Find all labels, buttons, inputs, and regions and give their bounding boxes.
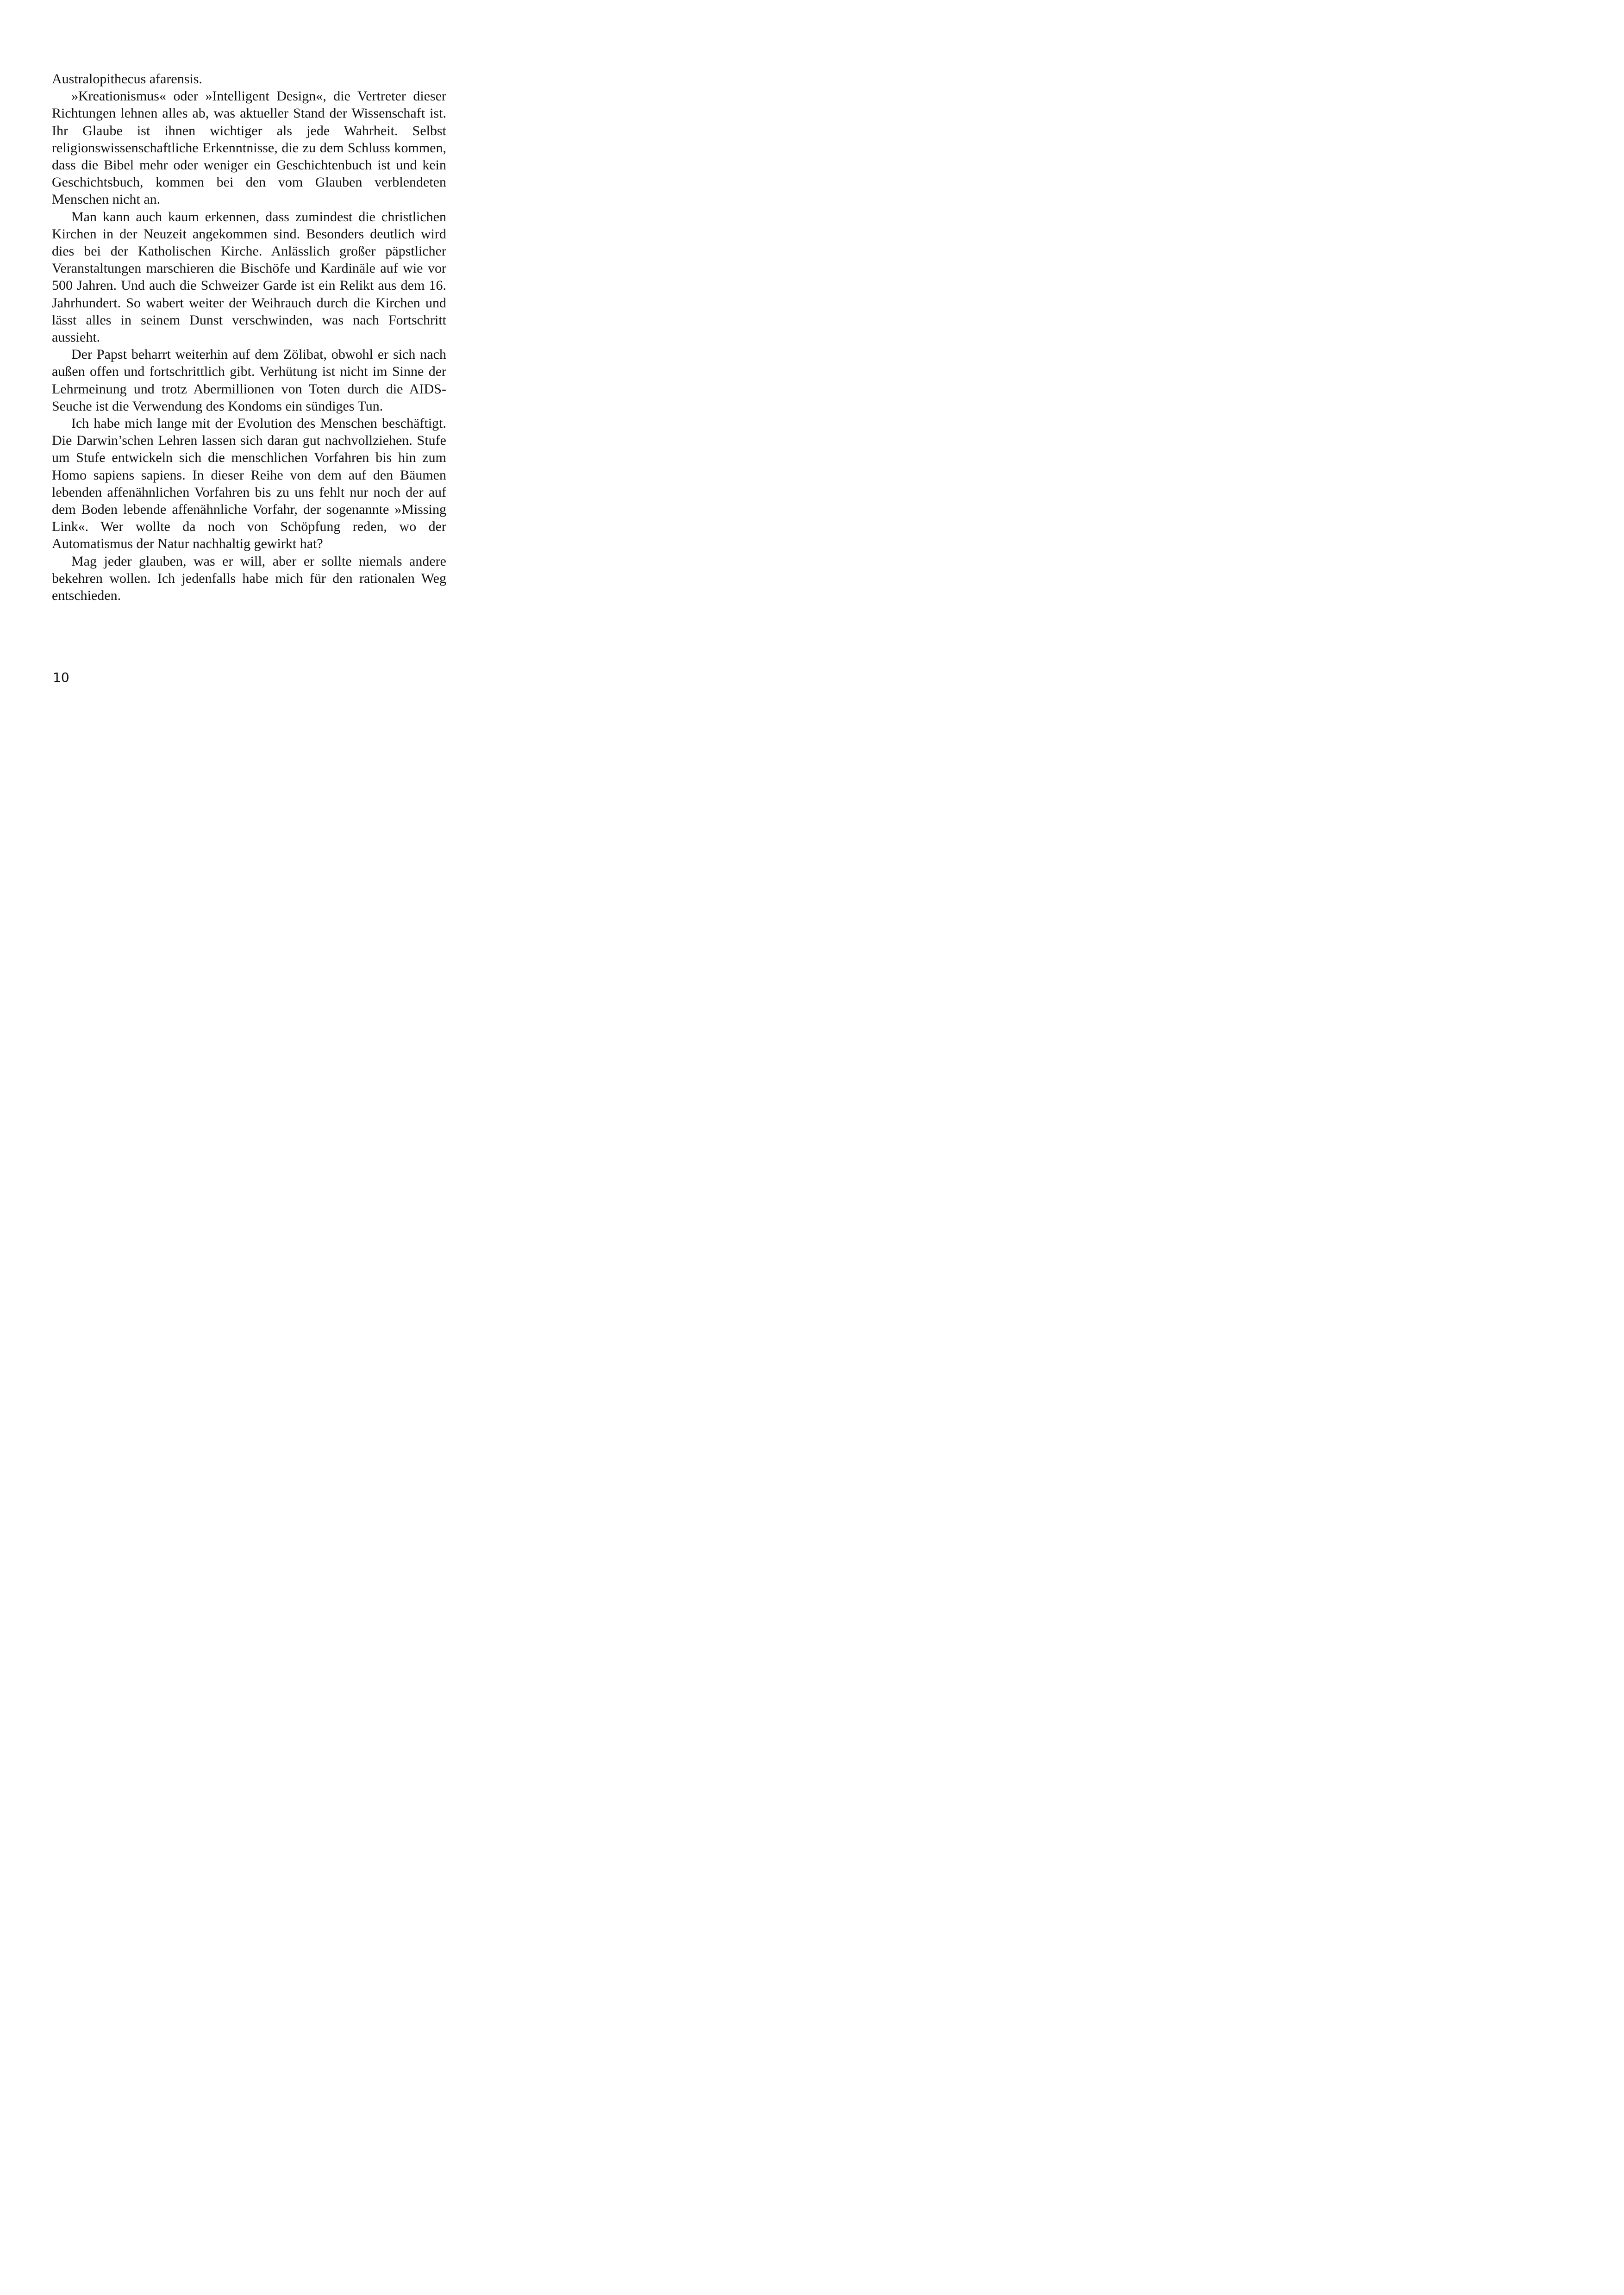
paragraph-kreationismus: »Kreationismus« oder »Intelligent Design«, die Vertreter dieser Richtungen lehnen alles ab, was aktueller Stand der Wissenschaft ist. Ihr Glaube ist ihnen wichtiger als jede Wahrheit. Selbst religionswissenschaftliche Erkenntnisse, die zu dem Schluss kommen, dass die Bibel mehr oder weniger ein Geschichtenbuch ist und kein Geschichtsbuch, kommen bei den vom Glauben verblendeten Menschen nicht an.: [52, 88, 446, 207]
book-page: [0, 0, 511, 722]
paragraph-evolution: Ich habe mich lange mit der Evolution des Menschen beschäftigt. Die Darwin’schen Lehren lassen sich daran gut nachvollziehen. Stufe um Stufe entwickeln sich die menschlichen Vorfahren bis hin zum Homo sapiens sapiens. In dieser Reihe von dem auf den Bäumen lebenden affenähnlichen Vorfahren bis zu uns fehlt nur noch der auf dem Boden lebende affenähnliche Vorfahr, der sogenannte »Missing Link«. Wer wollte da noch von Schöpfung reden, wo der Automatismus der Natur nachhaltig gewirkt hat?: [52, 416, 446, 552]
paragraph-kirchen-neuzeit: Man kann auch kaum erkennen, dass zumindest die christlichen Kirchen in der Neuzeit angekommen sind. Besonders deutlich wird dies bei der Katholischen Kirche. Anlässlich großer päpstlicher Veranstaltungen marschieren die Bischöfe und Kardinäle auf wie vor 500 Jahren. Und auch die Schweizer Garde ist ein Relikt aus dem 16. Jahrhundert. So wabert weiter der Weihrauch durch die Kirchen und lässt alles in seinem Dunst verschwinden, was nach Fortschritt aussieht.: [52, 209, 446, 345]
page-number: 10: [53, 670, 69, 685]
paragraph-continuation: Australopithecus afarensis.: [52, 71, 202, 87]
paragraph-rationaler-weg: Mag jeder glauben, was er will, aber er sollte niemals andere bekehren wollen. Ich jedenfalls habe mich für den rationalen Weg entschieden.: [52, 553, 446, 604]
paragraph-papst-zoelibat: Der Papst beharrt weiterhin auf dem Zölibat, obwohl er sich nach außen offen und fortschrittlich gibt. Verhütung ist nicht im Sinne der Lehrmeinung und trotz Abermillionen von Toten durch die AIDS-Seuche ist die Verwendung des Kondoms ein sündiges Tun.: [52, 347, 446, 414]
body-text: [52, 70, 446, 604]
